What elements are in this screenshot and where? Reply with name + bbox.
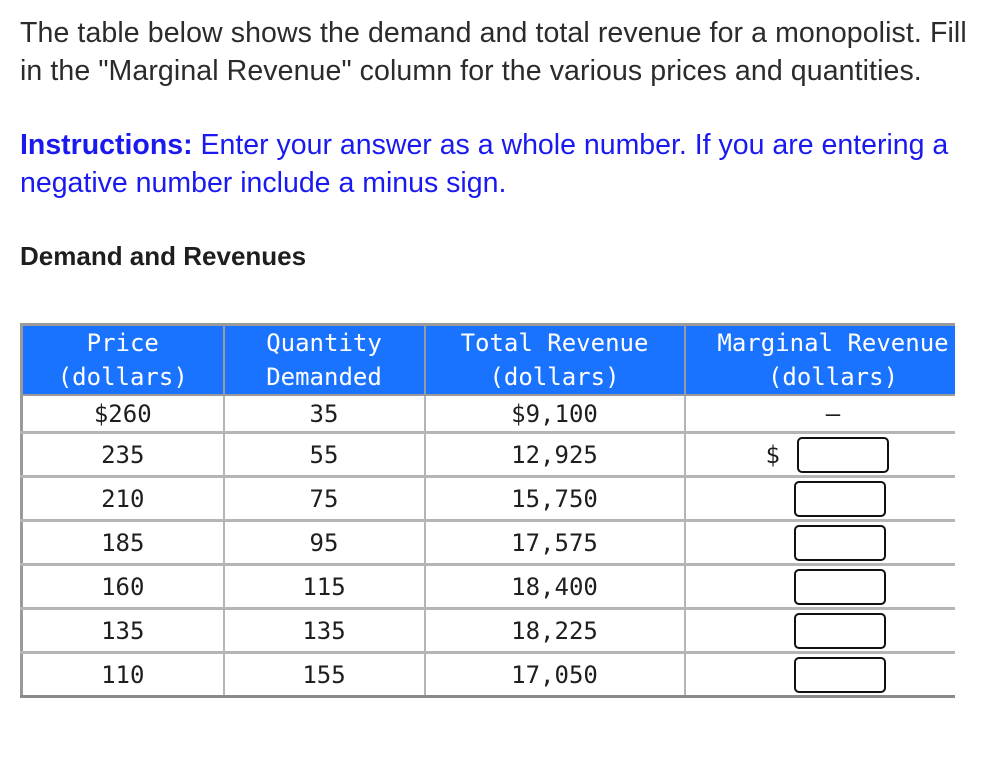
total-revenue-cell: 12,925: [425, 433, 685, 477]
quantity-cell: 95: [224, 521, 425, 565]
table-row: [22, 653, 956, 697]
total-revenue-cell: 17,575: [425, 521, 685, 565]
table-row: [22, 609, 956, 653]
total-revenue-cell: $9,100: [425, 395, 685, 433]
marginal-revenue-input-1[interactable]: [797, 437, 889, 473]
instructions-label: Instructions:: [20, 129, 193, 161]
marginal-revenue-cell: [685, 521, 956, 565]
marginal-revenue-input-2[interactable]: [794, 481, 886, 517]
marginal-revenue-input-3[interactable]: [794, 525, 886, 561]
table-row: [22, 395, 956, 433]
price-cell: 235: [22, 433, 224, 477]
header-total-revenue: Total Revenue (dollars): [425, 325, 685, 396]
demand-revenue-table: [20, 323, 955, 698]
dollar-sign: $: [765, 440, 780, 469]
marginal-revenue-cell: [685, 565, 956, 609]
marginal-revenue-input-5[interactable]: [794, 613, 886, 649]
total-revenue-cell: 15,750: [425, 477, 685, 521]
quantity-cell: 75: [224, 477, 425, 521]
price-cell: $260: [22, 395, 224, 433]
quantity-cell: 35: [224, 395, 425, 433]
table-row: [22, 477, 956, 521]
total-revenue-cell: 18,225: [425, 609, 685, 653]
instructions-text: Enter your answer as a whole number. If you are entering a negative number include a minus sign.: [20, 129, 949, 199]
header-marginal-revenue: Marginal Revenue (dollars): [685, 325, 956, 396]
marginal-revenue-cell: [685, 477, 956, 521]
not-applicable-dash: —: [825, 399, 841, 428]
marginal-revenue-input-4[interactable]: [794, 569, 886, 605]
table-container: [20, 323, 955, 698]
marginal-revenue-cell: [685, 653, 956, 697]
total-revenue-cell: 17,050: [425, 653, 685, 697]
marginal-revenue-input-6[interactable]: [794, 657, 886, 693]
quantity-cell: 115: [224, 565, 425, 609]
price-cell: 110: [22, 653, 224, 697]
question-intro: The table below shows the demand and total revenue for a monopolist. Fill in the "Marginal Revenue" column for the various prices and quantities.: [20, 17, 967, 87]
quantity-cell: 135: [224, 609, 425, 653]
table-row: [22, 565, 956, 609]
instructions: [20, 126, 980, 202]
price-cell: 185: [22, 521, 224, 565]
table-row: [22, 521, 956, 565]
marginal-revenue-cell: [685, 395, 956, 433]
table-caption: Demand and Revenues: [20, 241, 307, 271]
table-header-row: [22, 325, 956, 396]
marginal-revenue-cell: [685, 433, 956, 477]
header-price: Price (dollars): [22, 325, 224, 396]
question-panel: [20, 14, 980, 274]
quantity-cell: 55: [224, 433, 425, 477]
price-cell: 160: [22, 565, 224, 609]
price-cell: 135: [22, 609, 224, 653]
price-cell: 210: [22, 477, 224, 521]
total-revenue-cell: 18,400: [425, 565, 685, 609]
quantity-cell: 155: [224, 653, 425, 697]
header-quantity: Quantity Demanded: [224, 325, 425, 396]
table-row: [22, 433, 956, 477]
marginal-revenue-cell: [685, 609, 956, 653]
